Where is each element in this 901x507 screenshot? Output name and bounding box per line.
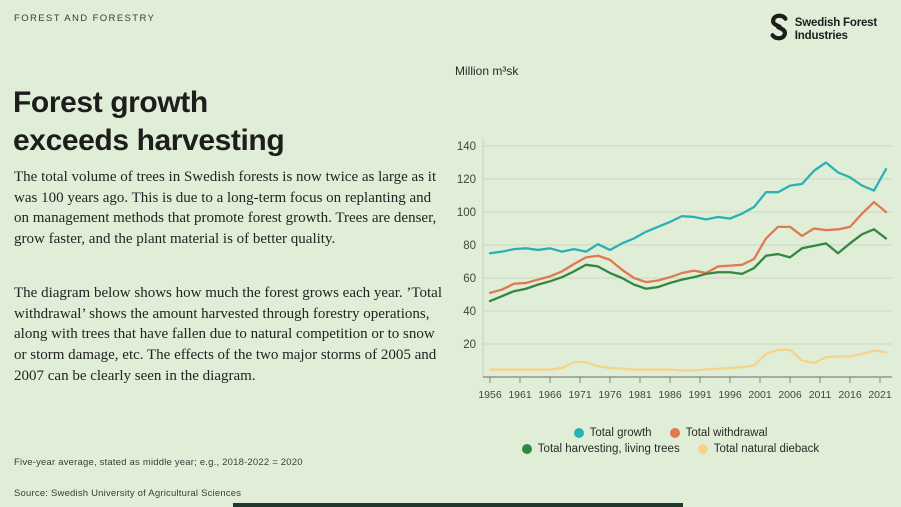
- title-line2: exceeds harvesting: [13, 123, 285, 157]
- paragraph-diagram: The diagram below shows how much the forest grows each year. ’Total withdrawal’ shows the amount harvested through forestry operations, along with trees that have fallen due to natural competition or to snow or storm damage, etc. The effects of the two major storms of 2005 and 2007 can be clearly seen in the diagram.: [14, 285, 442, 384]
- swedish-forest-industries-logo-icon: [768, 13, 790, 46]
- xtick-label-1956: 1956: [478, 389, 502, 401]
- legend-dot-icon: [574, 428, 584, 438]
- legend-item-total-growth: [574, 427, 652, 439]
- xtick-label-2011: 2011: [808, 389, 832, 401]
- ytick-label-20: 20: [463, 339, 476, 351]
- logo: [768, 13, 877, 46]
- legend-label: Total harvesting, living trees: [537, 443, 680, 455]
- xtick-label-2001: 2001: [748, 389, 772, 401]
- legend-item-total-natural-dieback: [698, 443, 819, 455]
- legend-item-total-withdrawal: [670, 427, 768, 439]
- paragraph-intro: The total volume of trees in Swedish forests is now twice as large as it was 100 years ago. This is due to a long-term focus on replanting and on management methods that promote forest growth. Trees are denser, grow faster, and the plant material is of better quality.: [14, 169, 437, 248]
- xtick-label-1996: 1996: [718, 389, 742, 401]
- legend-row-1: [574, 427, 768, 439]
- chart-area: [440, 120, 901, 410]
- xtick-label-1976: 1976: [598, 389, 622, 401]
- xtick-label-2006: 2006: [778, 389, 802, 401]
- xtick-label-1991: 1991: [688, 389, 712, 401]
- footnote: Five-year average, stated as middle year; e.g., 2018-2022 = 2020: [14, 457, 303, 468]
- chart-unit-label: Million m³sk: [455, 64, 519, 78]
- series-total-growth: [490, 163, 886, 254]
- xtick-label-1981: 1981: [628, 389, 652, 401]
- page-title: [13, 84, 284, 159]
- ytick-label-140: 140: [456, 141, 476, 153]
- xtick-label-1986: 1986: [658, 389, 682, 401]
- xtick-label-1966: 1966: [538, 389, 562, 401]
- ytick-label-80: 80: [463, 240, 476, 252]
- series-total-harvesting-living-trees: [490, 229, 886, 301]
- legend-label: Total natural dieback: [713, 443, 820, 455]
- legend-row-2: [522, 443, 819, 455]
- title-line1: Forest growth: [13, 86, 208, 119]
- xtick-label-1961: 1961: [508, 389, 532, 401]
- xtick-label-1971: 1971: [568, 389, 592, 401]
- logo-line2: Industries: [794, 29, 848, 42]
- legend-label: Total withdrawal: [685, 427, 768, 439]
- growth-chart-svg: [440, 120, 901, 410]
- series-total-natural-dieback: [490, 350, 886, 371]
- legend-dot-icon: [522, 444, 532, 454]
- ytick-label-40: 40: [463, 306, 476, 318]
- kicker: FOREST AND FORESTRY: [14, 13, 156, 24]
- logo-text: [795, 17, 877, 41]
- bottom-accent-bar: [233, 503, 683, 507]
- ytick-label-100: 100: [456, 207, 476, 219]
- source-note: Source: Swedish University of Agricultural Sciences: [14, 488, 242, 499]
- ytick-label-60: 60: [463, 273, 476, 285]
- legend-item-total-harvesting-living-trees: [522, 443, 680, 455]
- chart-legend: [440, 427, 901, 455]
- xtick-label-2021: 2021: [868, 389, 892, 401]
- ytick-label-120: 120: [456, 174, 476, 186]
- legend-dot-icon: [670, 428, 680, 438]
- xtick-label-2016: 2016: [838, 389, 862, 401]
- legend-label: Total growth: [589, 427, 652, 439]
- legend-dot-icon: [698, 444, 708, 454]
- logo-line1: Swedish Forest: [794, 17, 877, 30]
